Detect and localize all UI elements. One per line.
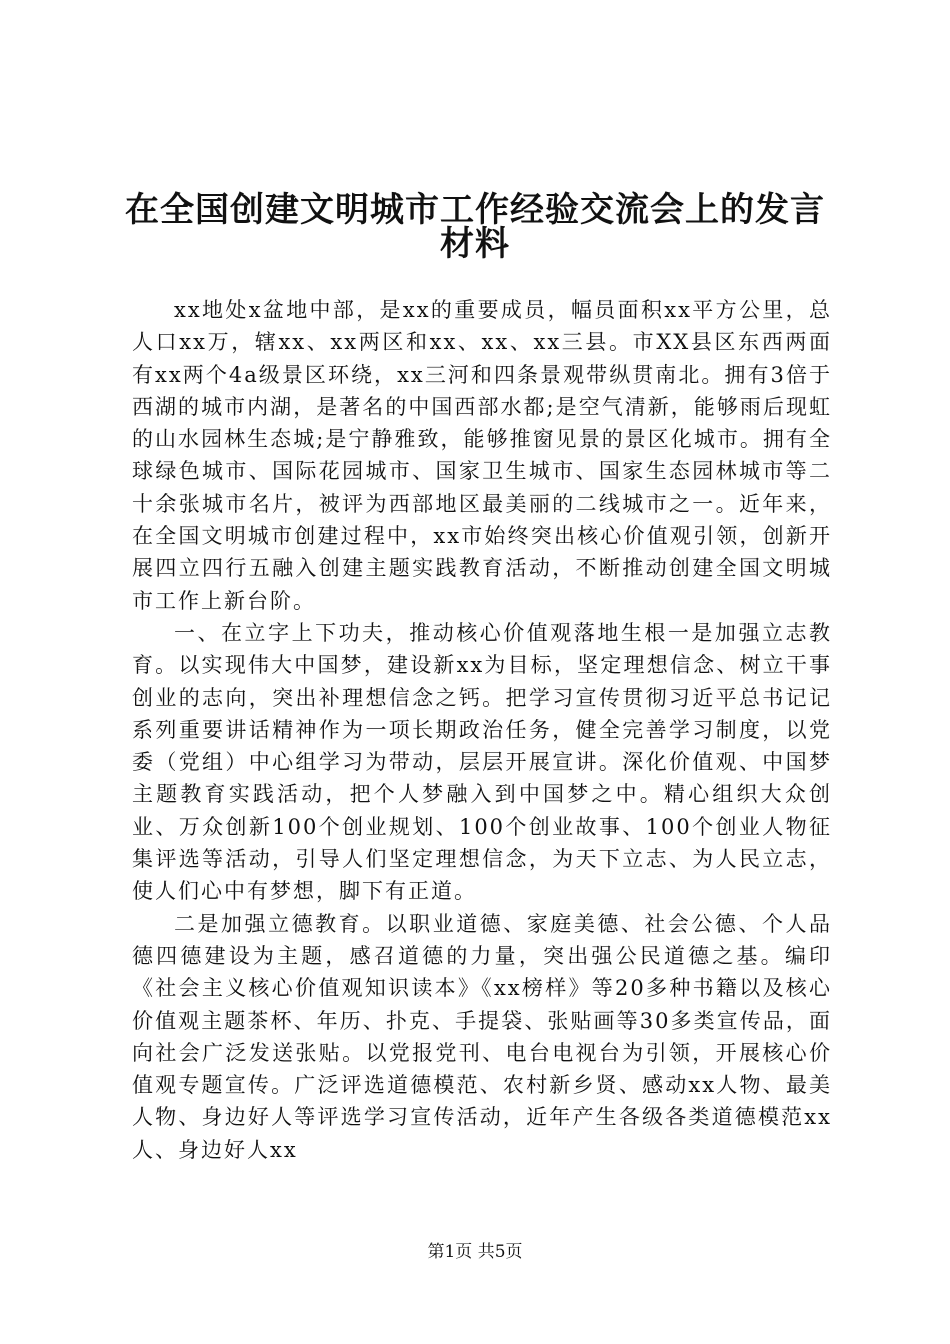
document-title-line-1: 在全国创建文明城市工作经验交流会上的发言 [125, 190, 825, 230]
body-paragraph: xx地处x盆地中部，是xx的重要成员，幅员面积xx平方公里，总人口xx万，辖xx、xx两区和xx、xx、xx三县。市XX县区东西两面有xx两个4a级景区环绕，xx三河和四条景观带纵贯南北。拥有3倍于西湖的城市内湖，是著名的中国西部水都;是空气清新，能够雨后现虹的山水园林生态城;是宁静雅致，能够推窗见景的景区化城市。拥有全球绿色城市、国际花园城市、国家卫生城市、国家生态园林城市等二十余张城市名片，被评为西部地区最美丽的二线城市之一。近年来，在全国文明城市创建过程中，xx市始终突出核心价值观引领，创新开展四立四行五融入创建主题实践教育活动，不断推动创建全国文明城市工作上新台阶。 [132, 298, 832, 613]
body-paragraph: 二是加强立德教育。以职业道德、家庭美德、社会公德、个人品德四德建设为主题，感召道德的力量，突出强公民道德之基。编印《社会主义核心价值观知识读本》《xx榜样》等20多种书籍以及核心价值观主题茶杯、年历、扑克、手提袋、张贴画等30多类宣传品，面向社会广泛发送张贴。以党报党刊、电台电视台为引领，开展核心价值观专题宣传。广泛评选道德模范、农村新乡贤、感动xx人物、最美人物、身边好人等评选学习宣传活动，近年产生各级各类道德模范xx人、身边好人xx [132, 911, 832, 1162]
body-paragraph: 一、在立字上下功夫，推动核心价值观落地生根一是加强立志教育。以实现伟大中国梦，建设新xx为目标，坚定理想信念、树立干事创业的志向，突出补理想信念之钙。把学习宣传贯彻习近平总书记记系列重要讲话精神作为一项长期政治任务，健全完善学习制度，以党委（党组）中心组学习为带动，层层开展宣讲。深化价值观、中国梦主题教育实践活动，把个人梦融入到中国梦之中。精心组织大众创业、万众创新100个创业规划、100个创业故事、100个创业人物征集评选等活动，引导人们坚定理想信念，为天下立志、为人民立志，使人们心中有梦想，脚下有正道。 [132, 620, 832, 904]
page-footer: 第1页 共5页 [427, 1242, 523, 1262]
document-title-line-2: 材料 [440, 224, 510, 264]
document-body [132, 294, 832, 1166]
